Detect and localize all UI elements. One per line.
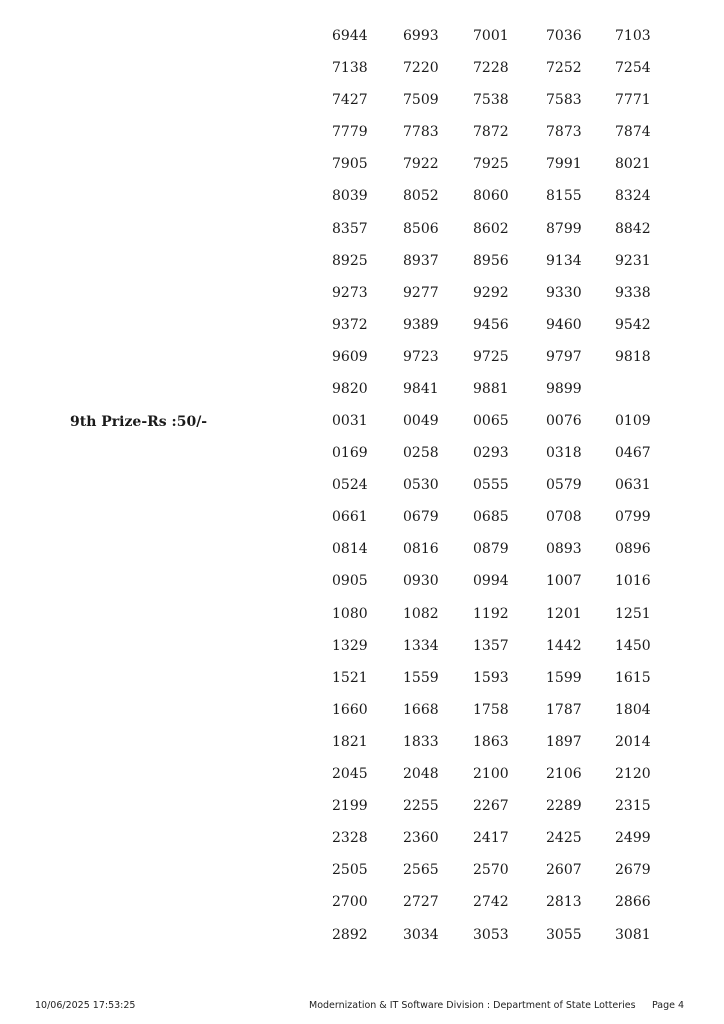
ticket-number: 0631 [615, 477, 651, 494]
number-row [0, 695, 724, 727]
ticket-number: 9460 [546, 316, 582, 333]
footer-timestamp: 10/06/2025 17:53:25 [35, 1000, 136, 1011]
ticket-number: 0293 [473, 445, 509, 462]
ticket-number: 2607 [546, 862, 582, 879]
ticket-number: 0814 [332, 541, 368, 558]
ticket-number: 0685 [473, 509, 509, 526]
number-row [0, 599, 724, 631]
ticket-number: 1080 [332, 605, 368, 622]
ticket-number: 9818 [615, 348, 651, 365]
ticket-number: 0109 [615, 413, 651, 429]
ticket-number: 0930 [403, 573, 439, 590]
ticket-number: 1192 [473, 605, 509, 622]
ticket-number: 9273 [332, 284, 368, 301]
ticket-number: 1787 [546, 701, 582, 718]
number-row [0, 566, 724, 598]
ticket-number: 7509 [403, 92, 439, 109]
ticket-number: 0893 [546, 541, 582, 558]
number-row [0, 21, 724, 53]
footer-page-number: Page 4 [652, 1000, 685, 1011]
number-row [0, 631, 724, 663]
ticket-number: 7925 [473, 156, 509, 173]
ticket-number: 1521 [332, 669, 368, 686]
ticket-number: 9899 [546, 381, 582, 398]
number-row [0, 887, 724, 919]
ticket-number: 7254 [615, 60, 651, 77]
ticket-number: 9820 [332, 381, 368, 398]
ticket-number: 7905 [332, 156, 368, 173]
ticket-number: 8925 [332, 252, 368, 269]
ticket-number: 0318 [546, 445, 582, 462]
ticket-number: 2727 [403, 894, 439, 911]
ticket-number: 2505 [332, 862, 368, 879]
number-row [0, 246, 724, 278]
ticket-number: 7922 [403, 156, 439, 173]
ticket-number: 8052 [403, 188, 439, 205]
ticket-number: 1897 [546, 733, 582, 750]
ticket-number: 0169 [332, 445, 368, 462]
ticket-number: 9231 [615, 252, 651, 269]
ticket-number: 1758 [473, 701, 509, 718]
number-row [0, 406, 724, 438]
ticket-number: 7228 [473, 60, 509, 77]
ticket-number: 1251 [615, 605, 651, 622]
number-row [0, 85, 724, 117]
ticket-number: 2700 [332, 894, 368, 911]
ticket-number: 0799 [615, 509, 651, 526]
ticket-number: 6944 [332, 28, 368, 44]
ticket-number: 9330 [546, 284, 582, 301]
ticket-number: 1082 [403, 605, 439, 622]
ticket-number: 1593 [473, 669, 509, 686]
ticket-number: 6993 [403, 28, 439, 44]
ninth-prize-title: 9th Prize-Rs :50/- [70, 414, 208, 430]
ticket-number: 2289 [546, 798, 582, 815]
ticket-number: 1016 [615, 573, 651, 590]
ticket-number: 7873 [546, 124, 582, 141]
ticket-number: 7001 [473, 28, 509, 44]
number-row [0, 534, 724, 566]
ticket-number: 2866 [615, 894, 651, 911]
ticket-number: 8155 [546, 188, 582, 205]
ticket-number: 1615 [615, 669, 651, 686]
ticket-number: 1863 [473, 733, 509, 750]
ticket-number: 9389 [403, 316, 439, 333]
ninth-prize-section [0, 406, 724, 952]
ticket-number: 0879 [473, 541, 509, 558]
ticket-number: 2360 [403, 830, 439, 847]
ticket-number: 0708 [546, 509, 582, 526]
ticket-number: 8506 [403, 220, 439, 237]
ticket-number: 2315 [615, 798, 651, 815]
ticket-number: 0076 [546, 413, 582, 429]
number-row [0, 502, 724, 534]
ticket-number: 8602 [473, 220, 509, 237]
ticket-number: 7036 [546, 28, 582, 44]
ticket-number: 0258 [403, 445, 439, 462]
number-row [0, 855, 724, 887]
ticket-number: 7138 [332, 60, 368, 77]
ticket-number: 7872 [473, 124, 509, 141]
ticket-number: 2417 [473, 830, 509, 847]
ticket-number: 0467 [615, 445, 651, 462]
ticket-number: 0661 [332, 509, 368, 526]
ticket-number: 2742 [473, 894, 509, 911]
ticket-number: 9881 [473, 381, 509, 398]
ticket-number: 8956 [473, 252, 509, 269]
ticket-number: 9277 [403, 284, 439, 301]
ticket-number: 9372 [332, 316, 368, 333]
ticket-number: 2267 [473, 798, 509, 815]
ticket-number: 1559 [403, 669, 439, 686]
ticket-number: 2570 [473, 862, 509, 879]
ticket-number: 0579 [546, 477, 582, 494]
ticket-number: 2813 [546, 894, 582, 911]
number-row [0, 727, 724, 759]
number-row [0, 149, 724, 181]
ticket-number: 0031 [332, 413, 368, 429]
ticket-number: 2100 [473, 766, 509, 783]
ticket-number: 7779 [332, 124, 368, 141]
ticket-number: 2106 [546, 766, 582, 783]
ticket-number: 8799 [546, 220, 582, 237]
ticket-number: 1804 [615, 701, 651, 718]
number-row [0, 310, 724, 342]
ticket-number: 1334 [403, 637, 439, 654]
ticket-number: 2499 [615, 830, 651, 847]
ticket-number: 1821 [332, 733, 368, 750]
ticket-number: 3034 [403, 926, 439, 943]
ticket-number: 0049 [403, 413, 439, 429]
ticket-number: 1599 [546, 669, 582, 686]
ticket-number: 9134 [546, 252, 582, 269]
ticket-number: 2425 [546, 830, 582, 847]
ticket-number: 2255 [403, 798, 439, 815]
ticket-number: 8937 [403, 252, 439, 269]
ticket-number: 8060 [473, 188, 509, 205]
ticket-number: 7583 [546, 92, 582, 109]
ticket-number: 2679 [615, 862, 651, 879]
number-row [0, 374, 724, 406]
number-row [0, 791, 724, 823]
ticket-number: 2014 [615, 733, 651, 750]
ticket-number: 1357 [473, 637, 509, 654]
ticket-number: 1833 [403, 733, 439, 750]
ticket-number: 0994 [473, 573, 509, 590]
ticket-number: 3081 [615, 926, 651, 943]
ticket-number: 2892 [332, 926, 368, 943]
ticket-number: 9456 [473, 316, 509, 333]
ticket-number: 1007 [546, 573, 582, 590]
ticket-number: 8357 [332, 220, 368, 237]
ticket-number: 1668 [403, 701, 439, 718]
ticket-number: 2045 [332, 766, 368, 783]
ticket-number: 2565 [403, 862, 439, 879]
ticket-number: 9609 [332, 348, 368, 365]
ticket-number: 1660 [332, 701, 368, 718]
ticket-number: 0065 [473, 413, 509, 429]
ticket-number: 2199 [332, 798, 368, 815]
ticket-number: 2048 [403, 766, 439, 783]
number-row [0, 470, 724, 502]
ticket-number: 8039 [332, 188, 368, 205]
ticket-number: 8324 [615, 188, 651, 205]
ticket-number: 9841 [403, 381, 439, 398]
ticket-number: 1201 [546, 605, 582, 622]
ticket-number: 8842 [615, 220, 651, 237]
ticket-number: 2328 [332, 830, 368, 847]
number-row [0, 759, 724, 791]
ticket-number: 3055 [546, 926, 582, 943]
number-row [0, 117, 724, 149]
ticket-number: 1329 [332, 637, 368, 654]
ticket-number: 9292 [473, 284, 509, 301]
footer-division: Modernization & IT Software Division : Department of State Lotteries [309, 1000, 636, 1011]
ticket-number: 7783 [403, 124, 439, 141]
number-row [0, 342, 724, 374]
ticket-number: 0530 [403, 477, 439, 494]
ticket-number: 9723 [403, 348, 439, 365]
number-row [0, 214, 724, 246]
ticket-number: 0905 [332, 573, 368, 590]
number-row [0, 53, 724, 85]
ticket-number: 1442 [546, 637, 582, 654]
ticket-number: 7538 [473, 92, 509, 109]
ticket-number: 7103 [615, 28, 651, 44]
ticket-number: 0555 [473, 477, 509, 494]
ticket-number: 0679 [403, 509, 439, 526]
ticket-number: 2120 [615, 766, 651, 783]
ticket-number: 7220 [403, 60, 439, 77]
ticket-number: 8021 [615, 156, 651, 173]
previous-prize-continued-numbers [0, 21, 724, 406]
number-row [0, 438, 724, 470]
ticket-number: 0896 [615, 541, 651, 558]
ticket-number: 0524 [332, 477, 368, 494]
ticket-number: 0816 [403, 541, 439, 558]
ticket-number: 9725 [473, 348, 509, 365]
ticket-number: 7874 [615, 124, 651, 141]
ticket-number: 9542 [615, 316, 651, 333]
number-row [0, 663, 724, 695]
ticket-number: 7427 [332, 92, 368, 109]
ticket-number: 9797 [546, 348, 582, 365]
ticket-number: 7252 [546, 60, 582, 77]
ticket-number: 1450 [615, 637, 651, 654]
ticket-number: 7991 [546, 156, 582, 173]
number-row [0, 181, 724, 213]
ticket-number: 7771 [615, 92, 651, 109]
ticket-number: 3053 [473, 926, 509, 943]
number-row [0, 920, 724, 952]
number-row [0, 823, 724, 855]
number-row [0, 278, 724, 310]
ticket-number: 9338 [615, 284, 651, 301]
